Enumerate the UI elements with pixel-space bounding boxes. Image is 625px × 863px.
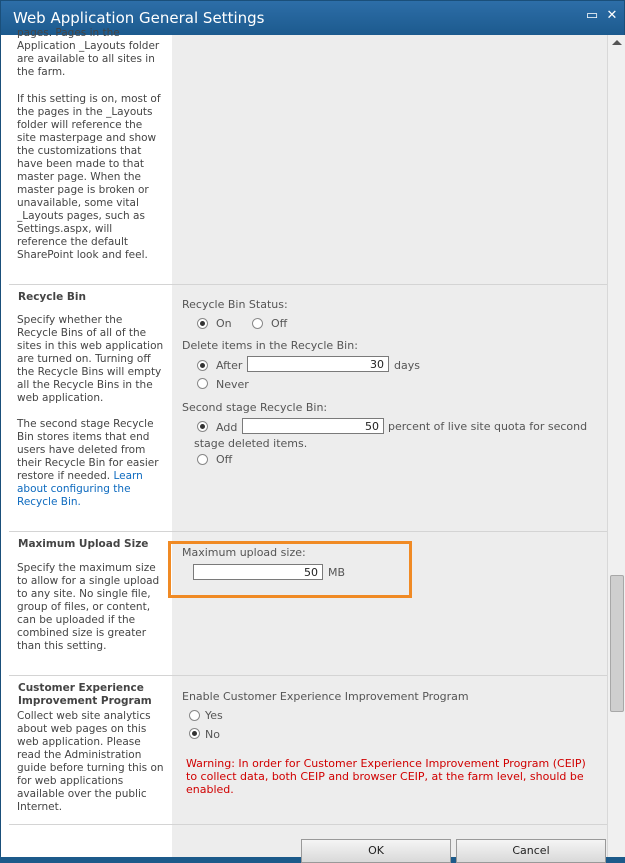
recycle-bin-desc2 (17, 418, 164, 509)
layouts-desc-bottom: If this setting is on, most of the pages in the _Layouts folder will reference the site masterpage and show the customizations that have been made to that master page. When the master page is broken or unavailable, some vital _Layouts pages, such as Settings.aspx, will reference the default SharePoint look and feel. (17, 93, 161, 261)
section-divider (9, 824, 607, 825)
never-radio[interactable] (197, 378, 208, 389)
recycle-bin-title: Recycle Bin (18, 291, 86, 303)
maximize-icon[interactable]: ▭ (585, 8, 599, 23)
upload-size-desc: Specify the maximum size to allow for a single upload to any site. No single file, group of files, or content, can be uploaded if the combined size is greater than this setting. (17, 562, 160, 652)
ceip-no-label: No (205, 728, 220, 741)
after-radio[interactable] (197, 360, 208, 371)
recycle-status-label: Recycle Bin Status: (182, 298, 288, 311)
upload-size-label: Maximum upload size: (182, 546, 306, 559)
upload-size-title: Maximum Upload Size (18, 538, 149, 550)
scroll-up-icon[interactable] (612, 40, 622, 45)
recycle-off-radio[interactable] (252, 318, 263, 329)
never-label: Never (216, 378, 249, 391)
layouts-desc-top: pages. Pages in the Application _Layouts folder are available to all sites in the farm. (17, 27, 160, 78)
section-divider (9, 531, 607, 532)
ceip-warning: Warning: In order for Customer Experience Improvement Program (CEIP) to collect data, both CEIP and browser CEIP, at the farm level, should be enabled. (186, 757, 586, 796)
ceip-yes-radio[interactable] (189, 710, 200, 721)
add-radio[interactable] (197, 421, 208, 432)
cancel-button[interactable]: Cancel (456, 839, 606, 863)
ceip-desc: Collect web site analytics about web pages on this web application. Please read the Administration guide before turning this on for web applications available over the public Internet. (17, 710, 164, 813)
recycle-bin-desc2-text: The second stage Recycle Bin stores items that end users have deleted from their Recycle Bin for easier restore if needed. (17, 418, 159, 482)
highlight-box (168, 541, 412, 598)
add-label: Add (216, 421, 238, 434)
recycle-bin-desc1: Specify whether the Recycle Bins of all of the sites in this web application are turned on. Turning off the Recycle Bins will empty all the Recycle Bins in the web application. (17, 314, 164, 404)
after-label: After (216, 359, 243, 372)
section-divider (9, 284, 607, 285)
delete-items-label: Delete items in the Recycle Bin: (182, 339, 358, 352)
ceip-title: Customer Experience Improvement Program (18, 682, 152, 707)
second-stage-percent-input[interactable]: 50 (242, 418, 384, 434)
after-days-input[interactable]: 30 (247, 356, 389, 372)
days-label: days (394, 359, 420, 372)
second-stage-label: Second stage Recycle Bin: (182, 401, 328, 414)
upload-unit-label: MB (328, 566, 346, 579)
ceip-no-radio[interactable] (189, 728, 200, 739)
recycle-on-radio[interactable] (197, 318, 208, 329)
second-stage-off-label: Off (216, 453, 233, 466)
ok-button[interactable]: OK (301, 839, 451, 863)
percent-label: percent of live site quota for second (388, 420, 588, 433)
scroll-thumb[interactable] (610, 575, 624, 712)
window-title: Web Application General Settings (13, 9, 265, 27)
vertical-scrollbar[interactable] (607, 35, 625, 857)
ceip-enable-label: Enable Customer Experience Improvement Program (182, 690, 469, 703)
second-stage-off-radio[interactable] (197, 454, 208, 465)
learn-recycle-bin-link[interactable]: Learn about configuring the Recycle Bin. (17, 470, 143, 508)
recycle-off-label: Off (271, 317, 288, 330)
settings-content (1, 27, 607, 857)
close-icon[interactable]: ✕ (606, 8, 618, 23)
upload-size-input[interactable]: 50 (193, 564, 323, 580)
ceip-yes-label: Yes (205, 709, 223, 722)
stage-deleted-label: stage deleted items. (194, 437, 308, 450)
section-divider (9, 675, 607, 676)
recycle-on-label: On (216, 317, 232, 330)
